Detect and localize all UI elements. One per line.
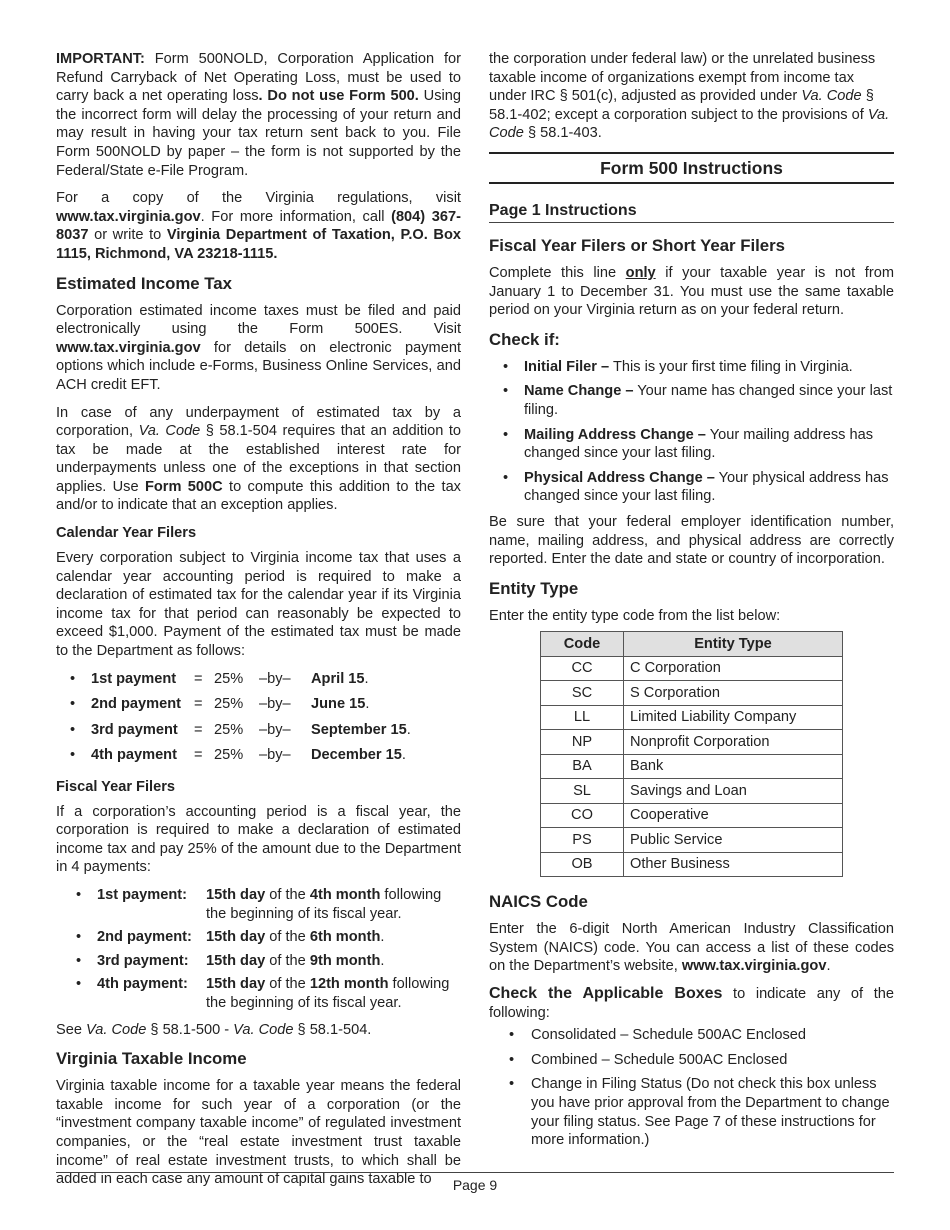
table-row: BA Bank xyxy=(541,754,843,779)
table-header-row xyxy=(541,632,843,657)
fiscal-short-year-paragraph: Complete this line only if your taxable year is not from January 1 to December 31. You must use the same taxable period on your Virginia return as on your federal return. xyxy=(489,264,894,319)
table-row: OB Other Business xyxy=(541,852,843,877)
entity-type-heading: Entity Type xyxy=(489,578,579,598)
calendar-year-filers-heading: Calendar Year Filers xyxy=(56,525,197,542)
virginia-taxable-income-heading: Virginia Taxable Income xyxy=(56,1049,247,1069)
taxable-income-paragraph: Virginia taxable income for a taxable year means the federal taxable income for such year of a corporation (or the “investment company taxable income” of regulated investment companies, or the “real estate investment trust taxable income” of real estate investment trusts, to which shall be added in each case any amount of capital gains taxable to xyxy=(56,1078,461,1188)
table-row: SC S Corporation xyxy=(541,681,843,706)
list-item: • 2nd payment: 15th day of the 6th month. xyxy=(56,928,461,947)
fiscal-paragraph: If a corporation’s accounting period is a fiscal year, the corporation is required to make a declaration of estimated income tax and pay 25% of the amount due to the Department in 4 payments: xyxy=(56,803,461,876)
list-item: • Initial Filer – This is your first time filing in Virginia. xyxy=(489,358,894,377)
list-item: • Change in Filing Status (Do not check this box unless you have prior approval from the Department to change your filing status. See Page 7 of these instructions for more information.) xyxy=(489,1075,894,1149)
phone-number: (804) 367-8037 xyxy=(56,208,461,244)
table-row: CO Cooperative xyxy=(541,803,843,828)
entity-type-intro: Enter the entity type code from the list below: xyxy=(489,607,781,624)
website-link[interactable]: www.tax.virginia.gov xyxy=(681,958,827,975)
calendar-paragraph: Every corporation subject to Virginia income tax that uses a calendar year accounting period is required to make a declaration of estimated tax for the calendar year if its Virginia income tax for that period can reasonably be expected to exceed $1,000. Payment of the estimated tax must be made to the Department as follows: xyxy=(56,550,461,660)
page-number-footer: Page 9 xyxy=(56,1172,894,1195)
website-link[interactable]: www.tax.virginia.gov xyxy=(56,339,201,356)
naics-paragraph: Enter the 6-digit North American Industry Classification System (NAICS) code. You can access a list of these codes on the Department’s website, www.tax.virginia.gov. xyxy=(489,921,894,975)
column-header-entity-type: Entity Type xyxy=(624,632,843,657)
important-notice: IMPORTANT: Form 500NOLD, Corporation Application for Refund Carryback of Net Operating Loss, must be used to carry back a net operating loss. Do not use Form 500. Using the incorrect form will delay the processing of your return and may result in having your tax return sent back to you. File Form 500NOLD by paper – the form is not supported by the Federal/State e-File Program. xyxy=(56,51,461,179)
fiscal-payment-list xyxy=(56,886,461,1013)
fiscal-year-filers-heading: Fiscal Year Filers xyxy=(56,778,175,795)
estimated-paragraph-2: In case of any underpayment of estimated tax by a corporation, Va. Code § 58.1-504 requires that an addition to tax be made at the established interest rate for underpayments unless one of the exceptions in that section applies. Use Form 500C to compute this addition to the tax and/or to indicate that an exception applies. xyxy=(56,404,462,514)
applicable-boxes-list xyxy=(489,1026,894,1150)
estimated-income-tax-heading: Estimated Income Tax xyxy=(56,273,232,293)
naics-code-heading: NAICS Code xyxy=(489,892,588,912)
mailing-address: Virginia Department of Taxation, P.O. Box 1115, Richmond, VA 23218-1115. xyxy=(56,227,461,262)
list-item: • Mailing Address Change – Your mailing address has changed since your last filing. xyxy=(489,426,894,463)
left-column xyxy=(56,50,461,1198)
list-item: • Consolidated – Schedule 500AC Enclosed xyxy=(489,1026,894,1045)
section-banner: Form 500 Instructions xyxy=(489,152,894,184)
check-if-heading: Check if: xyxy=(489,329,560,349)
right-column xyxy=(489,50,894,1156)
website-link[interactable]: www.tax.virginia.gov xyxy=(56,208,201,225)
list-item: • 1st payment: 15th day of the 4th month following the beginning of its fiscal year. xyxy=(56,886,461,923)
list-item: • Combined – Schedule 500AC Enclosed xyxy=(489,1051,894,1070)
applicable-boxes-paragraph: Check the Applicable Boxes to indicate any of the following: xyxy=(489,985,894,1021)
table-row: PS Public Service xyxy=(541,828,843,853)
estimated-paragraph-1: Corporation estimated income taxes must be filed and paid electronically using the Form 500ES. Visit www.tax.virginia.gov for details on electronic payment options which include e-Forms, Business Online Services, and ACH credit EFT. xyxy=(56,302,461,393)
table-row: LL Limited Liability Company xyxy=(541,705,843,730)
entity-type-table xyxy=(540,631,843,877)
table-row: NP Nonprofit Corporation xyxy=(541,730,843,755)
list-item: • 3rd payment: 15th day of the 9th month. xyxy=(56,952,461,971)
page-1-instructions-heading: Page 1 Instructions xyxy=(489,201,894,223)
calendar-payment-list xyxy=(56,670,461,772)
check-if-note: Be sure that your federal employer identification number, name, mailing address, and physical address are correctly reported. Enter the date and state or country of incorporation. xyxy=(489,513,894,568)
table-row: SL Savings and Loan xyxy=(541,779,843,804)
list-item: • Name Change – Your name has changed since your last filing. xyxy=(489,382,894,419)
column-header-code: Code xyxy=(541,632,624,657)
list-item: • 1st payment = 25% –by– April 15. xyxy=(56,670,461,696)
code-reference: See Va. Code § 58.1-500 - Va. Code § 58.1-504. xyxy=(56,1021,372,1038)
check-if-list xyxy=(489,358,894,506)
list-item: • 4th payment = 25% –by– December 15. xyxy=(56,746,461,772)
list-item: • Physical Address Change – Your physical address has changed since your last filing. xyxy=(489,469,894,506)
list-item: • 4th payment: 15th day of the 12th month following the beginning of its fiscal year. xyxy=(56,975,461,1012)
list-item: • 2nd payment = 25% –by– June 15. xyxy=(56,695,461,721)
fiscal-short-year-heading: Fiscal Year Filers or Short Year Filers xyxy=(489,235,786,255)
list-item: • 3rd payment = 25% –by– September 15. xyxy=(56,721,461,747)
table-row: CC C Corporation xyxy=(541,656,843,681)
regulations-paragraph: For a copy of the Virginia regulations, visit www.tax.virginia.gov. For more information, call (804) 367-8037 or write to Virginia Department of Taxation, P.O. Box 1115, Richmond, VA 23218-1115. xyxy=(56,190,461,262)
taxable-income-continued: the corporation under federal law) or the unrelated business taxable income of organizations exempt from income tax under IRC § 501(c), adjusted as provided under Va. Code § 58.1-402; except a corporation subject to the provisions of Va. Code § 58.1-403. xyxy=(489,51,890,142)
